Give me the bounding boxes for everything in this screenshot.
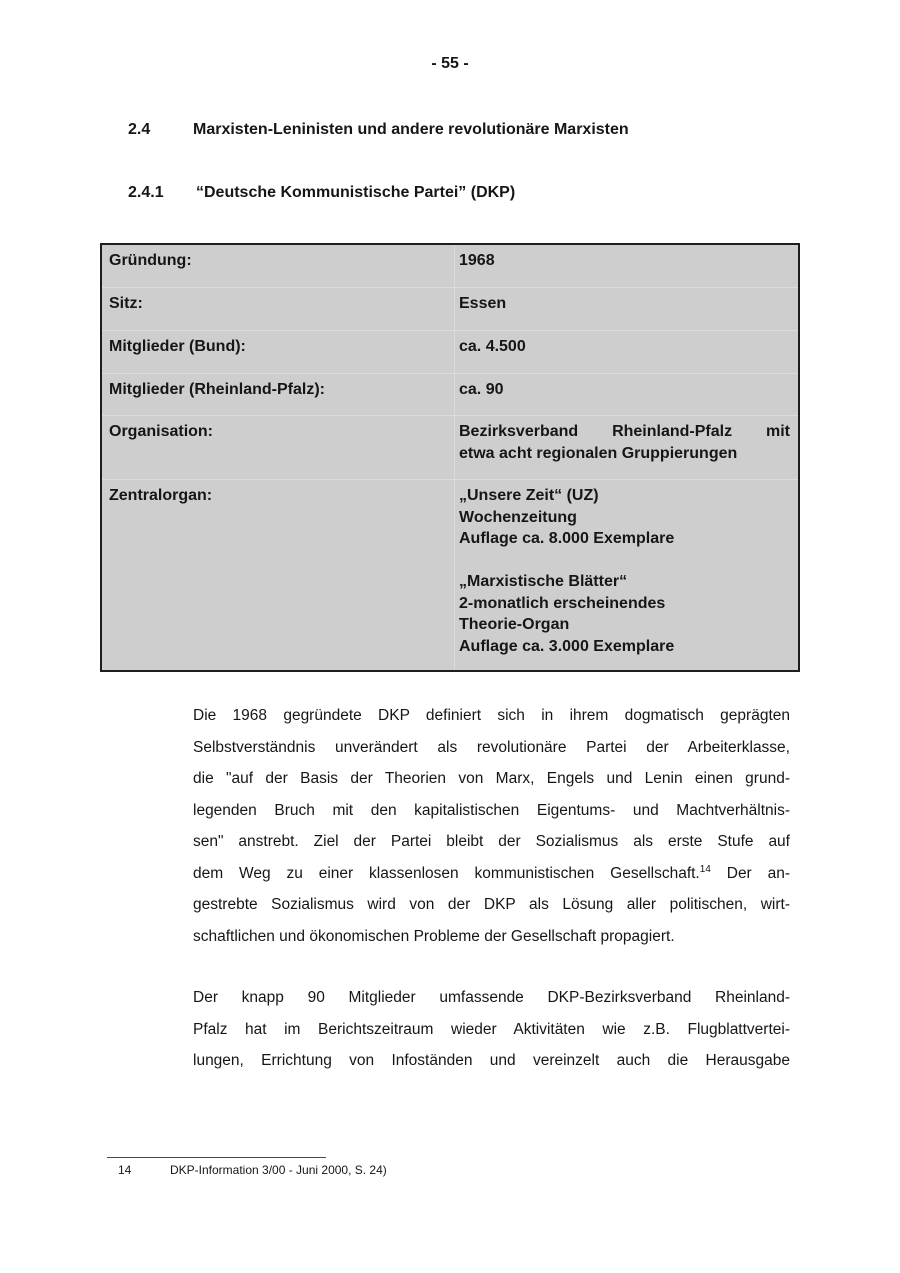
subsection-number: 2.4.1 <box>128 184 164 201</box>
row-label: Gründung: <box>102 245 455 287</box>
value-line: ca. 90 <box>459 381 504 398</box>
body-line: Selbstverständnis unverändert als revolutionäre Partei der Arbeiterklasse, <box>193 738 790 756</box>
value-line: „Marxistische Blätter“ <box>459 573 628 590</box>
table-row <box>102 330 798 373</box>
row-label: Mitglieder (Rheinland-Pfalz): <box>102 374 455 415</box>
body-line: legenden Bruch mit den kapitalistischen Eigentums- und Machtverhältnis- <box>193 801 790 819</box>
footnote-separator <box>107 1157 326 1158</box>
value-line: 1968 <box>459 252 495 269</box>
row-value <box>455 416 798 479</box>
table-row <box>102 287 798 330</box>
value-line: „Unsere Zeit“ (UZ) <box>459 487 599 504</box>
section-number: 2.4 <box>128 121 151 138</box>
value-line: ca. 4.500 <box>459 338 526 355</box>
row-value <box>455 245 798 287</box>
row-value <box>455 288 798 330</box>
body-line: die "auf der Basis der Theorien von Marx, Engels und Lenin einen grund- <box>193 770 790 787</box>
body-text: Der an- <box>710 864 790 882</box>
paragraph-2 <box>193 982 790 1077</box>
row-label: Mitglieder (Bund): <box>102 331 455 373</box>
table-row <box>102 245 798 287</box>
value-line: etwa acht regionalen Gruppierungen <box>459 444 738 462</box>
row-value <box>455 374 798 415</box>
row-value <box>455 331 798 373</box>
table-row <box>102 373 798 415</box>
value-line: Essen <box>459 295 507 312</box>
body-line <box>193 858 790 890</box>
value-line: Wochenzeitung <box>459 508 577 526</box>
value-line: Bezirksverband Rheinland-Pfalz mit <box>459 423 790 440</box>
paragraph-1 <box>193 700 790 952</box>
body-line: sen" anstrebt. Ziel der Partei bleibt der Sozialismus als erste Stufe auf <box>193 833 790 850</box>
section-title: Marxisten-Leninisten und andere revolutionäre Marxisten <box>193 121 629 138</box>
body-line: schaftlichen und ökonomischen Probleme der Gesellschaft propagiert. <box>193 927 675 945</box>
body-line: Die 1968 gegründete DKP definiert sich in ihrem dogmatisch geprägten <box>193 707 790 724</box>
body-line: lungen, Errichtung von Infoständen und vereinzelt auch die Herausgabe <box>193 1052 790 1069</box>
value-line: Auflage ca. 8.000 Exemplare <box>459 530 675 547</box>
page-number: - 55 - <box>431 55 469 72</box>
footnote <box>118 1163 387 1177</box>
row-value <box>455 480 798 670</box>
row-label: Zentralorgan: <box>102 480 455 670</box>
infobox-table <box>100 243 800 672</box>
row-label: Organisation: <box>102 416 455 479</box>
value-line-spacer <box>459 550 790 572</box>
subsection-title: “Deutsche Kommunistische Partei” (DKP) <box>196 184 516 201</box>
table-row <box>102 415 798 479</box>
table-row <box>102 479 798 670</box>
value-line: Auflage ca. 3.000 Exemplare <box>459 637 675 655</box>
footnote-ref: 14 <box>699 863 711 875</box>
footnote-text: DKP-Information 3/00 - Juni 2000, S. 24) <box>170 1163 387 1177</box>
body-text: dem Weg zu einer klassenlosen kommunistischen Gesellschaft. <box>193 864 700 882</box>
row-label: Sitz: <box>102 288 455 330</box>
body-line: Der knapp 90 Mitglieder umfassende DKP-Bezirksverband Rheinland- <box>193 989 790 1006</box>
value-line: 2-monatlich erscheinendes <box>459 594 666 612</box>
body-line: Pfalz hat im Berichtszeitraum wieder Aktivitäten wie z.B. Flugblattvertei- <box>193 1020 790 1038</box>
value-line: Theorie-Organ <box>459 616 570 633</box>
body-line: gestrebte Sozialismus wird von der DKP als Lösung aller politischen, wirt- <box>193 896 790 913</box>
footnote-number: 14 <box>118 1163 132 1177</box>
